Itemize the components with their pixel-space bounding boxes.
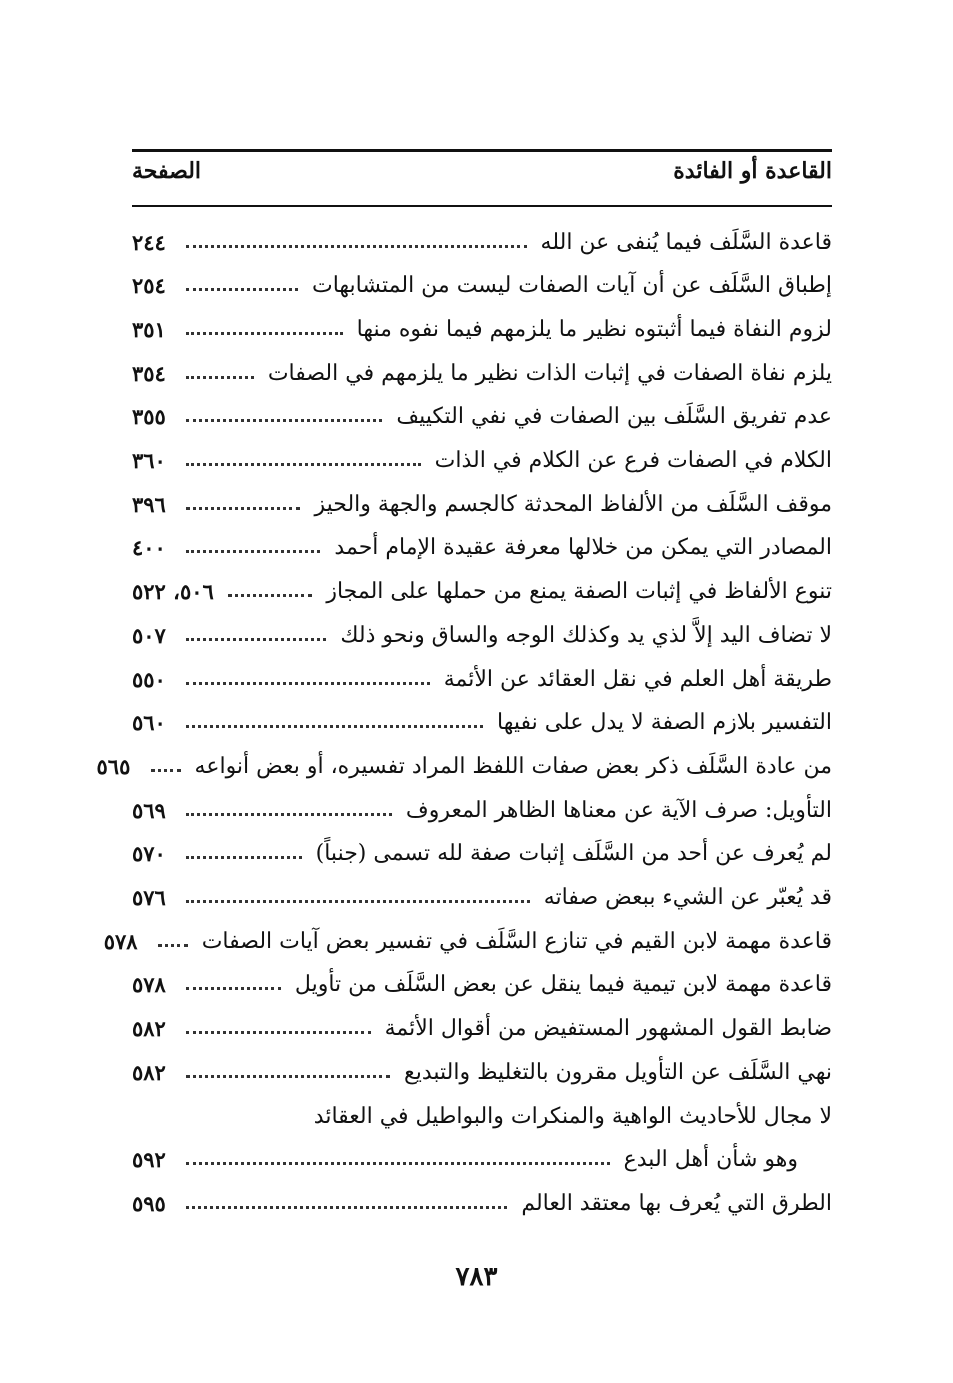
entry-page-number: ٢٤٤ [132, 229, 166, 255]
entry-title: قاعدة السَّلَف فيما يُنفى عن الله [540, 229, 832, 255]
entry-title: لزوم النفاة فيما أثبتوه نظير ما يلزمهم فيما نفوه منها [356, 316, 832, 342]
index-entry [132, 876, 832, 920]
index-entry [132, 657, 832, 701]
entry-title: الطرق التي يُعرف بها معتقد العالم [521, 1190, 832, 1216]
page-number: ٧٨٣ [455, 1262, 498, 1292]
entry-page-number: ٥٧٦ [132, 885, 166, 910]
entry-page-number: ٥٨٢ [132, 1059, 166, 1085]
index-entry [132, 439, 832, 483]
dot-leader [186, 507, 300, 510]
index-entry [132, 1094, 832, 1138]
dot-leader [186, 1162, 610, 1165]
dot-leader [186, 987, 281, 990]
dot-leader [186, 900, 530, 903]
entry-page-number: ٥٧٠ [132, 841, 166, 867]
dot-leader [186, 419, 382, 422]
column-header-topic: القاعدة أو الفائدة [673, 158, 832, 184]
dot-leader [186, 245, 527, 248]
entry-page-number: ٥٩٥ [132, 1190, 166, 1216]
entry-page-number: ٤٠٠ [132, 535, 166, 561]
index-entry [132, 1138, 832, 1182]
dot-leader [186, 288, 298, 291]
index-entry [132, 526, 832, 570]
index-entry [132, 832, 832, 876]
dot-leader [186, 856, 302, 859]
entry-title: لم يُعرف عن أحد من السَّلَف إثبات صفة لله تسمى (جنباً) [315, 841, 832, 867]
dot-leader [186, 1075, 390, 1078]
entry-page-number: ٣٦٠ [132, 448, 166, 473]
entry-page-number: ٥٧٨ [132, 972, 166, 998]
entry-title: نهي السَّلَف عن التأويل مقرون بالتغليظ والتبديع [403, 1059, 832, 1085]
entry-page-number: ٥٦٥ [96, 753, 131, 779]
dot-leader [186, 682, 430, 685]
entry-title: قاعدة مهمة لابن تيمية فيما ينقل عن بعض السَّلَف من تأويل [294, 972, 832, 998]
entry-page-number: ٢٥٤ [132, 273, 166, 299]
index-entry [132, 220, 832, 264]
entry-title: لا مجال للأحاديث الواهية والمنكرات والبواطيل في العقائد [313, 1103, 832, 1129]
index-entry [132, 701, 832, 745]
dot-leader [186, 638, 326, 641]
entry-page-number: ٥٥٠ [132, 666, 166, 692]
dot-leader [186, 725, 483, 728]
dot-leader [186, 1206, 507, 1209]
entry-title: لا تضاف اليد إلاَّ لذي يد وكذلك الوجه والساق ونحو ذلك [340, 622, 832, 648]
index-entry [132, 1007, 832, 1051]
entry-title: إطباق السَّلَف عن أن آيات الصفات ليست من المتشابهات [312, 273, 832, 299]
dot-leader [151, 769, 181, 772]
index-entry [132, 482, 832, 526]
index-entry [132, 1050, 832, 1094]
dot-leader [186, 463, 421, 466]
entry-title: وهو شأن أهل البدع [623, 1147, 798, 1173]
entry-title: قد يُعبّر عن الشيء ببعض صفاته [543, 885, 832, 910]
entry-page-number: ٥٩٢ [132, 1147, 166, 1173]
entry-page-number: ٣٥٥ [132, 404, 166, 430]
dot-leader [186, 1031, 371, 1034]
dot-leader [228, 594, 313, 597]
index-entry [132, 613, 832, 657]
dot-leader [158, 944, 188, 947]
entry-title: التفسير بلازم الصفة لا يدل على نفيها [497, 710, 832, 736]
entry-page-number: ٣٥١ [132, 316, 166, 342]
entry-page-number: ٥٦٩ [132, 797, 166, 823]
index-entry [132, 1181, 832, 1225]
entry-title: طريقة أهل العلم في نقل العقائد عن الأئمة [443, 666, 832, 692]
index-entry [132, 264, 832, 308]
dot-leader [186, 550, 320, 553]
index-entry [132, 788, 832, 832]
dot-leader [186, 376, 254, 379]
index-entry [132, 395, 832, 439]
entry-title: يلزم نفاة الصفات في إثبات الذات نظير ما يلزمهم في الصفات [267, 360, 832, 386]
entry-page-number: ٥٦٠ [132, 710, 166, 736]
index-entry [132, 307, 832, 351]
entry-page-number: ٥٧٨ [103, 928, 138, 954]
entry-page-number: ٥٨٢ [132, 1016, 166, 1042]
dot-leader [186, 332, 343, 335]
entry-title: من عادة السَّلَف ذكر بعض صفات اللفظ المراد تفسيره، أو بعض أنواعه [194, 753, 832, 779]
entry-page-number: ٥٠٦، ٥٢٢ [132, 579, 214, 605]
header-rule [132, 205, 832, 207]
column-header-page: الصفحة [132, 158, 202, 184]
entry-title: التأويل: صرف الآية عن معناها الظاهر المعروف [405, 797, 832, 823]
index-entry [132, 963, 832, 1007]
index-entry [103, 919, 832, 963]
dot-leader [186, 813, 392, 816]
index-entry [132, 351, 832, 395]
entry-title: ضابط القول المشهور المستفيض من أقوال الأئمة [384, 1016, 832, 1042]
entry-title: قاعدة مهمة لابن القيم في تنازع السَّلَف في تفسير بعض آيات الصفات [201, 928, 832, 954]
index-entry [132, 570, 832, 614]
entry-page-number: ٣٥٤ [132, 360, 166, 386]
index-entry [96, 744, 832, 788]
entry-title: عدم تفريق السَّلَف بين الصفات في نفي التكييف [396, 404, 832, 430]
entry-title: موقف السَّلَف من الألفاظ المحدثة كالجسم والجهة والحيز [314, 491, 832, 517]
entry-title: المصادر التي يمكن من خلالها معرفة عقيدة الإمام أحمد [334, 535, 832, 561]
entry-title: الكلام في الصفات فرع عن الكلام في الذات [434, 448, 832, 473]
entry-page-number: ٥٠٧ [132, 622, 166, 648]
entry-page-number: ٣٩٦ [132, 491, 166, 517]
entry-title: تنوع الألفاظ في إثبات الصفة يمنع من حملها على المجاز [326, 579, 832, 605]
top-rule [132, 149, 832, 152]
